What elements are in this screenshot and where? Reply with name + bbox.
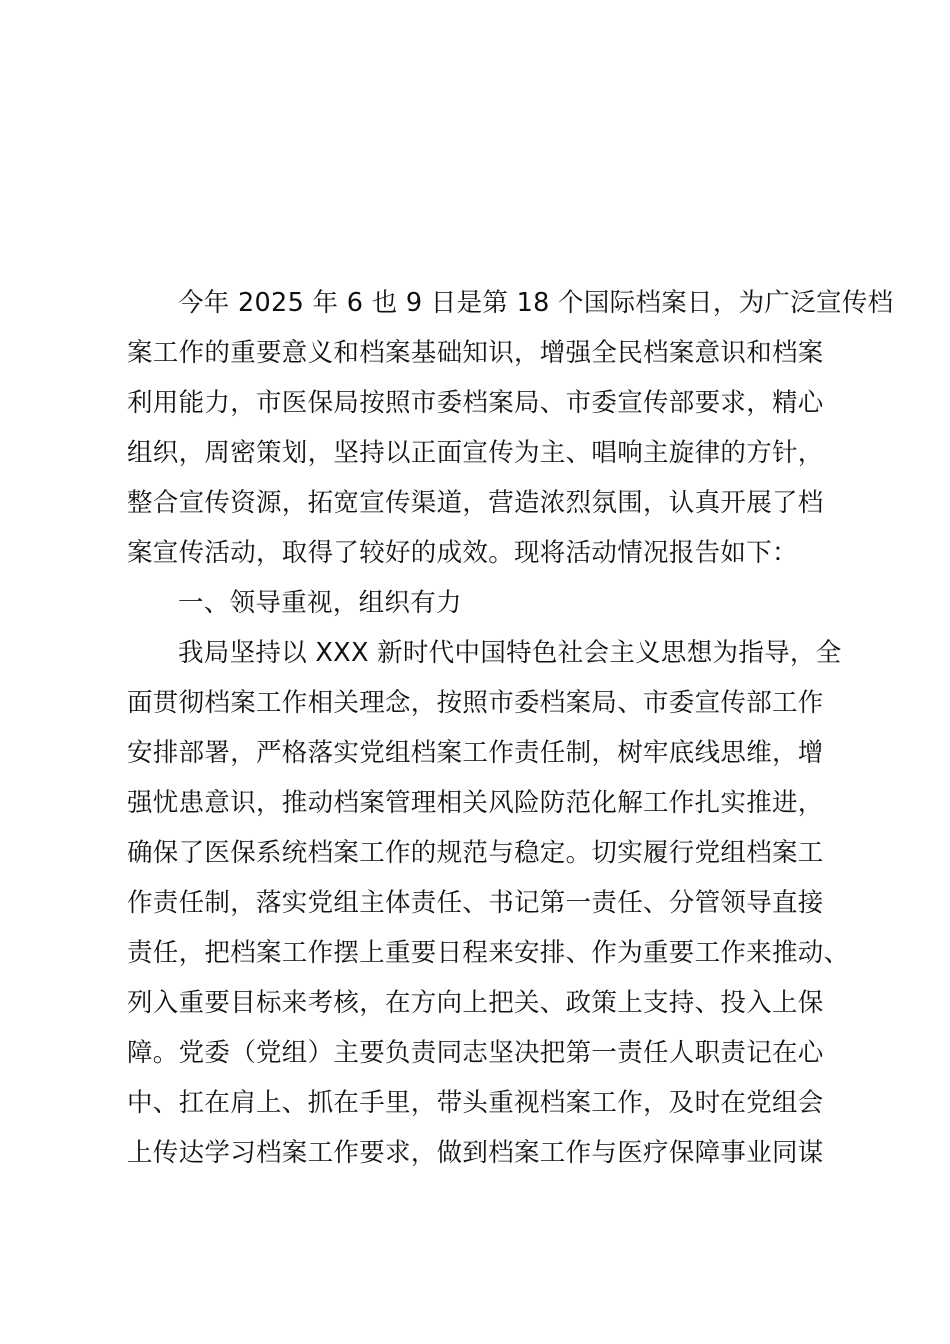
paragraph-2-line-4: 强忧患意识，推动档案管理相关风险防范化解工作扎实推进， bbox=[127, 788, 824, 818]
paragraph-2-line-7: 责任，把档案工作摆上重要日程来安排、作为重要工作来推动、 bbox=[127, 938, 850, 968]
paragraph-2-line-6: 作责任制，落实党组主体责任、书记第一责任、分管领导直接 bbox=[127, 888, 824, 918]
paragraph-1-line-1: 今年 2025 年 6 也 9 日是第 18 个国际档案日，为广泛宣传档 bbox=[178, 288, 894, 318]
paragraph-2-line-11: 上传达学习档案工作要求，做到档案工作与医疗保障事业同谋 bbox=[127, 1138, 824, 1168]
paragraph-2-line-2: 面贯彻档案工作相关理念，按照市委档案局、市委宣传部工作 bbox=[127, 688, 824, 718]
paragraph-1-line-4: 组织，周密策划，坚持以正面宣传为主、唱响主旋律的方针， bbox=[127, 438, 824, 468]
paragraph-2-line-8: 列入重要目标来考核，在方向上把关、政策上支持、投入上保 bbox=[127, 988, 824, 1018]
paragraph-1-line-6: 案宣传活动，取得了较好的成效。现将活动情况报告如下： bbox=[127, 538, 798, 568]
paragraph-1-line-3: 利用能力，市医保局按照市委档案局、市委宣传部要求，精心 bbox=[127, 388, 824, 418]
paragraph-1-line-5: 整合宣传资源，拓宽宣传渠道，营造浓烈氛围，认真开展了档 bbox=[127, 488, 824, 518]
section-heading-1: 一、领导重视，组织有力 bbox=[178, 588, 462, 618]
paragraph-2-line-5: 确保了医保系统档案工作的规范与稳定。切实履行党组档案工 bbox=[127, 838, 824, 868]
paragraph-2-line-1: 我局坚持以 XXX 新时代中国特色社会主义思想为指导，全 bbox=[178, 638, 842, 668]
paragraph-1-line-2: 案工作的重要意义和档案基础知识，增强全民档案意识和档案 bbox=[127, 338, 824, 368]
paragraph-2-line-3: 安排部署，严格落实党组档案工作责任制，树牢底线思维，增 bbox=[127, 738, 824, 768]
paragraph-2-line-9: 障。党委（党组）主要负责同志坚决把第一责任人职责记在心 bbox=[127, 1038, 824, 1068]
paragraph-2-line-10: 中、扛在肩上、抓在手里，带头重视档案工作，及时在党组会 bbox=[127, 1088, 824, 1118]
